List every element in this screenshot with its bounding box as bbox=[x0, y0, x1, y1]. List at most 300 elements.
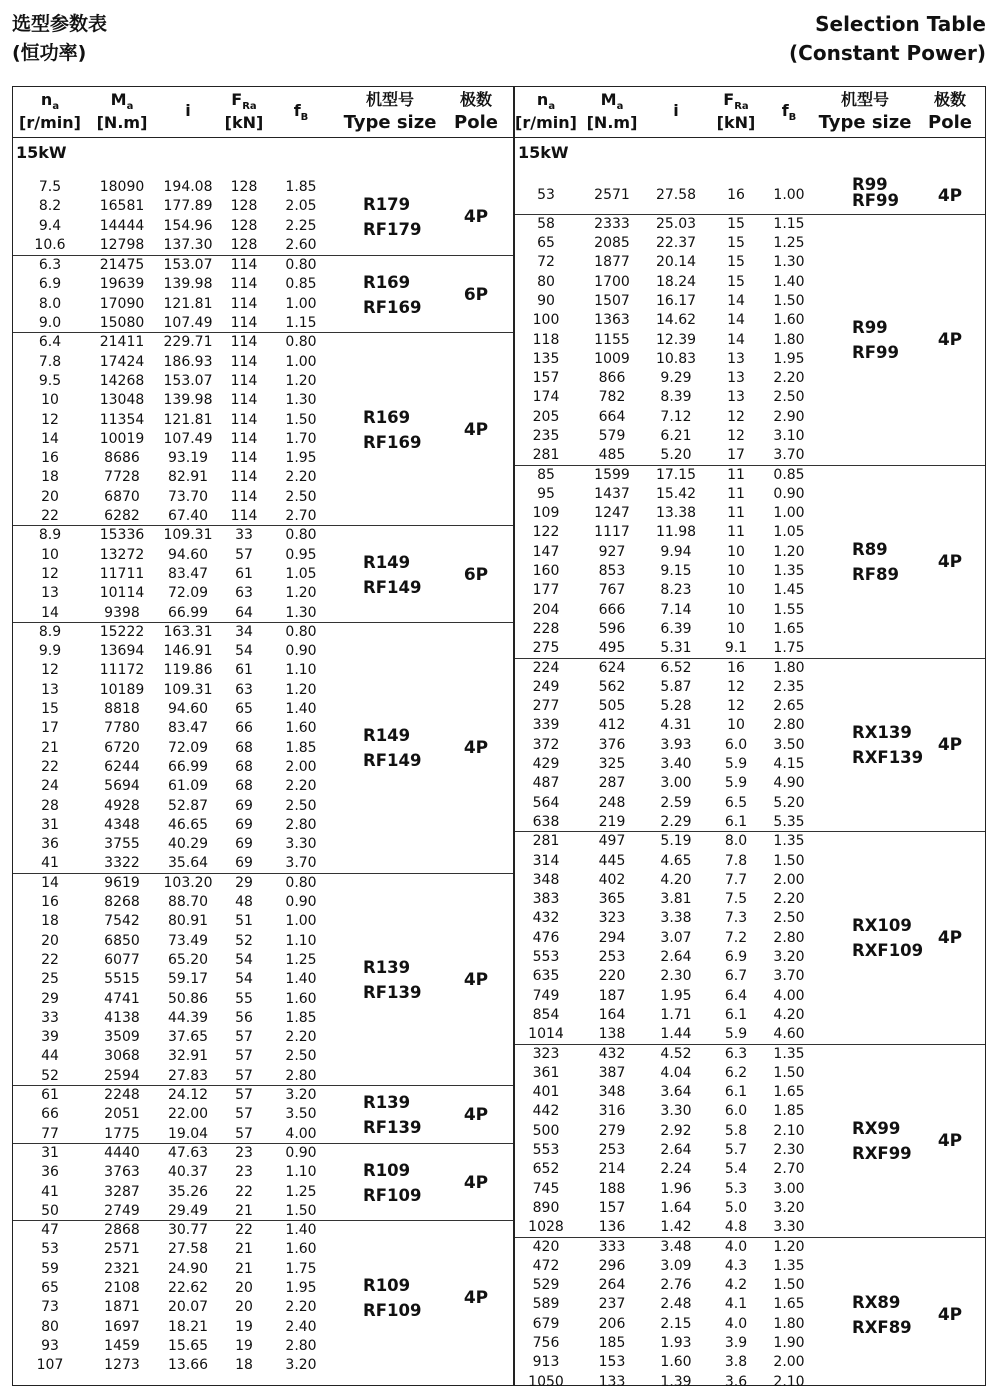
cell-fb: 5.35 bbox=[773, 813, 805, 830]
cell-fra: 57 bbox=[235, 1048, 253, 1065]
cell-ma: 505 bbox=[598, 698, 626, 715]
cell-fra: 4.1 bbox=[724, 1296, 748, 1313]
cell-i: 93.19 bbox=[167, 450, 209, 467]
cell-i: 10.83 bbox=[655, 350, 697, 367]
cell-i: 94.60 bbox=[167, 701, 209, 718]
cell-ma: 1247 bbox=[594, 505, 630, 522]
cell-fb: 4.20 bbox=[773, 1006, 805, 1023]
cell-na: 12 bbox=[41, 411, 59, 428]
cell-fb: 1.65 bbox=[773, 1084, 805, 1101]
cell-fb: 0.80 bbox=[285, 334, 317, 351]
cell-i: 2.30 bbox=[660, 968, 692, 985]
cell-na: 1028 bbox=[528, 1219, 564, 1236]
pole-label: 4P bbox=[463, 738, 489, 759]
table-row bbox=[515, 1006, 985, 1025]
cell-na: 913 bbox=[532, 1354, 560, 1371]
cell-fra: 10 bbox=[727, 543, 745, 560]
cell-na: 472 bbox=[532, 1257, 560, 1274]
cell-ma: 1871 bbox=[104, 1299, 140, 1316]
cell-i: 24.12 bbox=[167, 1087, 209, 1104]
cell-ma: 133 bbox=[598, 1373, 626, 1390]
cell-i: 24.90 bbox=[167, 1260, 209, 1277]
cell-ma: 3509 bbox=[104, 1029, 140, 1046]
table-row bbox=[13, 430, 513, 449]
table-row bbox=[13, 1144, 513, 1163]
pole-label: 4P bbox=[463, 206, 489, 227]
cell-ma: 323 bbox=[598, 910, 626, 927]
cell-ma: 11354 bbox=[99, 411, 145, 428]
cell-na: 429 bbox=[532, 756, 560, 773]
cell-ma: 248 bbox=[598, 794, 626, 811]
cell-na: 20 bbox=[41, 932, 59, 949]
cell-i: 109.31 bbox=[163, 681, 213, 698]
cell-fb: 1.15 bbox=[773, 215, 805, 232]
cell-na: 638 bbox=[532, 813, 560, 830]
cell-fra: 114 bbox=[230, 450, 258, 467]
cell-i: 154.96 bbox=[163, 217, 213, 234]
cell-na: 58 bbox=[537, 215, 555, 232]
table-row bbox=[515, 967, 985, 986]
header-fra: $F_{Ra}$ [kN] bbox=[224, 90, 264, 132]
cell-fra: 17 bbox=[727, 447, 745, 464]
cell-na: 6.3 bbox=[38, 257, 62, 274]
table-row bbox=[13, 584, 513, 603]
cell-na: 854 bbox=[532, 1006, 560, 1023]
cell-fra: 29 bbox=[235, 874, 253, 891]
cell-fb: 1.60 bbox=[773, 312, 805, 329]
title-english bbox=[789, 10, 986, 68]
cell-fb: 1.20 bbox=[773, 543, 805, 560]
table-row bbox=[13, 681, 513, 700]
cell-fb: 3.30 bbox=[285, 836, 317, 853]
cell-i: 18.21 bbox=[167, 1318, 209, 1335]
cell-fra: 11 bbox=[727, 466, 745, 483]
cell-fb: 2.20 bbox=[285, 469, 317, 486]
cell-na: 487 bbox=[532, 775, 560, 792]
cell-i: 40.37 bbox=[167, 1164, 209, 1181]
cell-na: 7.5 bbox=[38, 179, 62, 195]
cell-fb: 1.30 bbox=[285, 604, 317, 621]
cell-fb: 0.80 bbox=[285, 874, 317, 891]
cell-ma: 17090 bbox=[99, 295, 145, 312]
cell-ma: 1697 bbox=[104, 1318, 140, 1335]
cell-ma: 5515 bbox=[104, 971, 140, 988]
cell-fb: 1.30 bbox=[285, 392, 317, 409]
cell-fra: 11 bbox=[727, 485, 745, 502]
table-row bbox=[13, 797, 513, 816]
cell-fb: 2.80 bbox=[285, 1067, 317, 1084]
cell-ma: 4440 bbox=[104, 1145, 140, 1161]
table-row bbox=[13, 1260, 513, 1279]
cell-fb: 1.50 bbox=[773, 292, 805, 309]
cell-i: 194.08 bbox=[163, 179, 213, 195]
title-chinese bbox=[12, 10, 107, 68]
cell-i: 30.77 bbox=[167, 1222, 209, 1239]
cell-na: 22 bbox=[41, 508, 59, 525]
cell-fb: 1.20 bbox=[285, 681, 317, 698]
cell-na: 77 bbox=[41, 1125, 59, 1142]
table-row bbox=[13, 1009, 513, 1028]
cell-ma: 10189 bbox=[99, 681, 145, 698]
cell-fra: 21 bbox=[235, 1241, 253, 1258]
table-row bbox=[515, 1238, 985, 1257]
cell-i: 2.48 bbox=[660, 1296, 692, 1313]
cell-fra: 114 bbox=[230, 353, 258, 370]
table-row bbox=[13, 777, 513, 796]
cell-fb: 1.60 bbox=[285, 1241, 317, 1258]
cell-na: 122 bbox=[532, 524, 560, 541]
cell-ma: 2571 bbox=[594, 187, 630, 203]
cell-i: 59.17 bbox=[167, 971, 209, 988]
cell-fb: 3.20 bbox=[773, 1199, 805, 1216]
pole-label: 4P bbox=[463, 1105, 489, 1126]
cell-i: 50.86 bbox=[167, 990, 209, 1007]
cell-na: 174 bbox=[532, 389, 560, 406]
table-row bbox=[515, 543, 985, 562]
cell-na: 323 bbox=[532, 1045, 560, 1062]
table-row bbox=[515, 639, 985, 658]
cell-fb: 1.30 bbox=[773, 254, 805, 271]
cell-ma: 927 bbox=[598, 543, 626, 560]
cell-fb: 2.50 bbox=[773, 910, 805, 927]
cell-ma: 6077 bbox=[104, 951, 140, 968]
cell-fb: 1.40 bbox=[773, 273, 805, 290]
cell-na: 118 bbox=[532, 331, 560, 348]
cell-fb: 1.85 bbox=[773, 1103, 805, 1120]
cell-ma: 325 bbox=[598, 756, 626, 773]
cell-ma: 1459 bbox=[104, 1337, 140, 1354]
header-pole: 极数 Pole bbox=[928, 90, 972, 133]
cell-ma: 1009 bbox=[594, 350, 630, 367]
cell-fra: 7.2 bbox=[724, 929, 748, 946]
cell-i: 1.71 bbox=[660, 1006, 692, 1023]
cell-fra: 10 bbox=[727, 582, 745, 599]
cell-fb: 1.20 bbox=[285, 585, 317, 602]
cell-ma: 666 bbox=[598, 601, 626, 618]
model-group bbox=[515, 175, 985, 214]
header-na: $n_a$ [r/min] bbox=[19, 90, 81, 132]
cell-fra: 68 bbox=[235, 758, 253, 775]
cell-fra: 4.0 bbox=[724, 1238, 748, 1255]
cell-i: 27.83 bbox=[167, 1067, 209, 1084]
cell-i: 18.24 bbox=[655, 273, 697, 290]
cell-fra: 20 bbox=[235, 1280, 253, 1297]
cell-fra: 56 bbox=[235, 1009, 253, 1026]
table-row bbox=[515, 1180, 985, 1199]
cell-fb: 1.00 bbox=[285, 353, 317, 370]
cell-ma: 6870 bbox=[104, 488, 140, 505]
cell-fb: 1.35 bbox=[773, 833, 805, 850]
table-row bbox=[13, 1163, 513, 1182]
cell-ma: 3287 bbox=[104, 1183, 140, 1200]
cell-fra: 12 bbox=[727, 678, 745, 695]
cell-i: 27.58 bbox=[655, 187, 697, 203]
table-row bbox=[515, 1160, 985, 1179]
cell-i: 13.66 bbox=[167, 1357, 209, 1374]
header-pole: 极数 Pole bbox=[454, 90, 498, 133]
table-row bbox=[13, 178, 513, 197]
table-row bbox=[13, 449, 513, 468]
cell-fra: 4.2 bbox=[724, 1277, 748, 1294]
cell-i: 163.31 bbox=[163, 623, 213, 640]
cell-ma: 294 bbox=[598, 929, 626, 946]
cell-na: 420 bbox=[532, 1238, 560, 1255]
cell-ma: 2085 bbox=[594, 235, 630, 251]
cell-ma: 138 bbox=[598, 1026, 626, 1043]
table-row bbox=[515, 581, 985, 600]
cell-fra: 114 bbox=[230, 508, 258, 525]
cell-na: 24 bbox=[41, 778, 59, 795]
cell-fb: 0.90 bbox=[285, 643, 317, 660]
cell-ma: 1599 bbox=[594, 466, 630, 483]
cell-ma: 402 bbox=[598, 871, 626, 888]
cell-na: 41 bbox=[41, 1183, 59, 1200]
cell-fra: 10 bbox=[727, 563, 745, 580]
table-row bbox=[515, 178, 985, 214]
cell-ma: 866 bbox=[598, 370, 626, 387]
cell-fra: 114 bbox=[230, 315, 258, 332]
cell-fra: 57 bbox=[235, 1087, 253, 1104]
type-size-label: R169 bbox=[363, 272, 411, 292]
cell-ma: 445 bbox=[598, 852, 626, 869]
table-row bbox=[13, 314, 513, 333]
cell-i: 3.64 bbox=[660, 1084, 692, 1101]
cell-fra: 6.1 bbox=[724, 813, 748, 830]
cell-fra: 15 bbox=[727, 254, 745, 271]
type-size-label: RF169 bbox=[363, 432, 422, 452]
cell-ma: 10019 bbox=[99, 430, 145, 447]
table-row bbox=[515, 1064, 985, 1083]
header-row-left bbox=[13, 87, 513, 138]
cell-fb: 1.70 bbox=[285, 430, 317, 447]
cell-ma: 8686 bbox=[104, 450, 140, 467]
cell-na: 249 bbox=[532, 678, 560, 695]
table-row bbox=[13, 739, 513, 758]
cell-fra: 64 bbox=[235, 604, 253, 621]
header-i: i bbox=[673, 101, 679, 120]
cell-i: 2.92 bbox=[660, 1122, 692, 1139]
cell-i: 66.99 bbox=[167, 758, 209, 775]
header-ma: $M_a$ [N.m] bbox=[96, 90, 148, 132]
cell-fb: 0.80 bbox=[285, 257, 317, 274]
table-row bbox=[13, 236, 513, 255]
cell-fb: 1.00 bbox=[285, 913, 317, 930]
cell-fb: 1.10 bbox=[285, 1164, 317, 1181]
cell-fb: 1.85 bbox=[285, 739, 317, 756]
table-row bbox=[13, 1105, 513, 1124]
cell-fra: 16 bbox=[727, 187, 745, 203]
cell-na: 41 bbox=[41, 855, 59, 872]
cell-i: 1.95 bbox=[660, 987, 692, 1004]
cell-fra: 10 bbox=[727, 620, 745, 637]
cell-ma: 9619 bbox=[104, 874, 140, 891]
cell-fra: 12 bbox=[727, 698, 745, 715]
cell-i: 109.31 bbox=[163, 527, 213, 544]
cell-fra: 14 bbox=[727, 331, 745, 348]
table-row bbox=[13, 488, 513, 507]
cell-fb: 2.60 bbox=[285, 236, 317, 253]
cell-na: 529 bbox=[532, 1277, 560, 1294]
cell-na: 16 bbox=[41, 894, 59, 911]
cell-fb: 2.00 bbox=[773, 1354, 805, 1371]
type-size-label: RXF139 bbox=[852, 748, 924, 768]
cell-na: 749 bbox=[532, 987, 560, 1004]
title-en-line1: Selection Table bbox=[815, 12, 986, 36]
type-size-label: R99 bbox=[852, 175, 888, 194]
cell-fra: 48 bbox=[235, 894, 253, 911]
cell-fb: 1.25 bbox=[285, 951, 317, 968]
cell-i: 153.07 bbox=[163, 257, 213, 274]
cell-i: 44.39 bbox=[167, 1009, 209, 1026]
cell-ma: 316 bbox=[598, 1103, 626, 1120]
cell-na: 6.9 bbox=[38, 276, 62, 293]
cell-ma: 3763 bbox=[104, 1164, 140, 1181]
cell-fb: 2.80 bbox=[773, 717, 805, 734]
cell-fb: 1.40 bbox=[285, 701, 317, 718]
cell-fra: 52 bbox=[235, 932, 253, 949]
cell-fra: 16 bbox=[727, 659, 745, 676]
model-group bbox=[13, 1085, 513, 1144]
cell-i: 2.29 bbox=[660, 813, 692, 830]
cell-i: 4.65 bbox=[660, 852, 692, 869]
cell-ma: 185 bbox=[598, 1335, 626, 1352]
cell-i: 153.07 bbox=[163, 372, 213, 389]
cell-fra: 65 bbox=[235, 701, 253, 718]
power-label-right: 15kW bbox=[518, 143, 569, 162]
cell-ma: 8818 bbox=[104, 701, 140, 718]
cell-ma: 13048 bbox=[99, 392, 145, 409]
cell-ma: 853 bbox=[598, 563, 626, 580]
cell-fb: 1.15 bbox=[285, 315, 317, 332]
cell-na: 90 bbox=[537, 292, 555, 309]
type-size-label: RX89 bbox=[852, 1292, 901, 1312]
cell-i: 22.00 bbox=[167, 1106, 209, 1123]
cell-i: 65.20 bbox=[167, 951, 209, 968]
table-row bbox=[515, 369, 985, 388]
cell-ma: 7728 bbox=[104, 469, 140, 486]
cell-i: 16.17 bbox=[655, 292, 697, 309]
model-group bbox=[13, 525, 513, 623]
cell-i: 229.71 bbox=[163, 334, 213, 351]
cell-ma: 253 bbox=[598, 1142, 626, 1159]
cell-fra: 5.7 bbox=[724, 1142, 748, 1159]
cell-na: 500 bbox=[532, 1122, 560, 1139]
cell-ma: 1363 bbox=[594, 312, 630, 329]
cell-fb: 1.75 bbox=[773, 640, 805, 657]
table-row bbox=[13, 661, 513, 680]
cell-ma: 432 bbox=[598, 1045, 626, 1062]
cell-na: 275 bbox=[532, 640, 560, 657]
cell-fra: 51 bbox=[235, 913, 253, 930]
table-row bbox=[515, 620, 985, 639]
cell-ma: 237 bbox=[598, 1296, 626, 1313]
cell-fra: 5.9 bbox=[724, 775, 748, 792]
cell-fra: 128 bbox=[230, 236, 258, 253]
cell-ma: 1775 bbox=[104, 1125, 140, 1142]
cell-i: 1.44 bbox=[660, 1026, 692, 1043]
cell-i: 119.86 bbox=[163, 662, 213, 679]
cell-fb: 2.20 bbox=[285, 1299, 317, 1316]
table-row bbox=[13, 1202, 513, 1221]
cell-fra: 114 bbox=[230, 392, 258, 409]
cell-fb: 3.20 bbox=[285, 1357, 317, 1374]
header-type: 机型号 Type size bbox=[343, 90, 437, 133]
cell-fb: 3.70 bbox=[773, 447, 805, 464]
cell-fb: 2.50 bbox=[285, 488, 317, 505]
cell-ma: 214 bbox=[598, 1161, 626, 1178]
cell-ma: 2571 bbox=[104, 1241, 140, 1258]
cell-i: 4.31 bbox=[660, 717, 692, 734]
cell-i: 22.62 bbox=[167, 1280, 209, 1297]
cell-fra: 6.3 bbox=[724, 1045, 748, 1062]
cell-fra: 6.7 bbox=[724, 968, 748, 985]
table-row bbox=[13, 526, 513, 545]
cell-fb: 2.05 bbox=[285, 198, 317, 215]
table-row bbox=[515, 504, 985, 523]
cell-i: 82.91 bbox=[167, 469, 209, 486]
cell-na: 135 bbox=[532, 350, 560, 367]
type-size-label: RF149 bbox=[363, 577, 422, 597]
cell-fb: 1.90 bbox=[773, 1335, 805, 1352]
table-row bbox=[515, 987, 985, 1006]
cell-fb: 2.10 bbox=[773, 1373, 805, 1390]
pole-label: 6P bbox=[463, 564, 489, 585]
cell-fra: 3.6 bbox=[724, 1373, 748, 1390]
table-row bbox=[13, 1279, 513, 1298]
cell-ma: 365 bbox=[598, 891, 626, 908]
cell-fb: 2.70 bbox=[285, 508, 317, 525]
table-row bbox=[515, 388, 985, 407]
table-row bbox=[13, 546, 513, 565]
cell-ma: 1117 bbox=[594, 524, 630, 541]
cell-na: 204 bbox=[532, 601, 560, 618]
cell-fra: 8.0 bbox=[724, 833, 748, 850]
cell-ma: 497 bbox=[598, 833, 626, 850]
cell-na: 361 bbox=[532, 1064, 560, 1081]
cell-fb: 2.20 bbox=[773, 370, 805, 387]
table-row bbox=[13, 1318, 513, 1337]
cell-na: 432 bbox=[532, 910, 560, 927]
cell-i: 6.52 bbox=[660, 659, 692, 676]
cell-fra: 114 bbox=[230, 372, 258, 389]
cell-ma: 13272 bbox=[99, 546, 145, 563]
cell-fb: 1.80 bbox=[773, 1315, 805, 1332]
table-row bbox=[515, 1315, 985, 1334]
cell-fb: 1.20 bbox=[285, 372, 317, 389]
header-fb: $f_B$ bbox=[781, 101, 797, 124]
cell-na: 589 bbox=[532, 1296, 560, 1313]
cell-na: 10.6 bbox=[34, 236, 66, 253]
cell-i: 1.96 bbox=[660, 1180, 692, 1197]
cell-na: 39 bbox=[41, 1029, 59, 1046]
cell-ma: 153 bbox=[598, 1354, 626, 1371]
cell-i: 32.91 bbox=[167, 1048, 209, 1065]
cell-i: 9.29 bbox=[660, 370, 692, 387]
cell-fb: 1.05 bbox=[773, 524, 805, 541]
cell-i: 15.65 bbox=[167, 1337, 209, 1354]
cell-fra: 10 bbox=[727, 601, 745, 618]
cell-ma: 14444 bbox=[99, 217, 145, 234]
cell-fb: 1.45 bbox=[773, 582, 805, 599]
cell-i: 4.20 bbox=[660, 871, 692, 888]
cell-fra: 20 bbox=[235, 1299, 253, 1316]
cell-ma: 157 bbox=[598, 1199, 626, 1216]
cell-ma: 1877 bbox=[594, 254, 630, 271]
header-i: i bbox=[185, 101, 191, 120]
cell-fb: 1.00 bbox=[773, 187, 805, 203]
cell-na: 85 bbox=[537, 466, 555, 483]
table-row bbox=[13, 970, 513, 989]
